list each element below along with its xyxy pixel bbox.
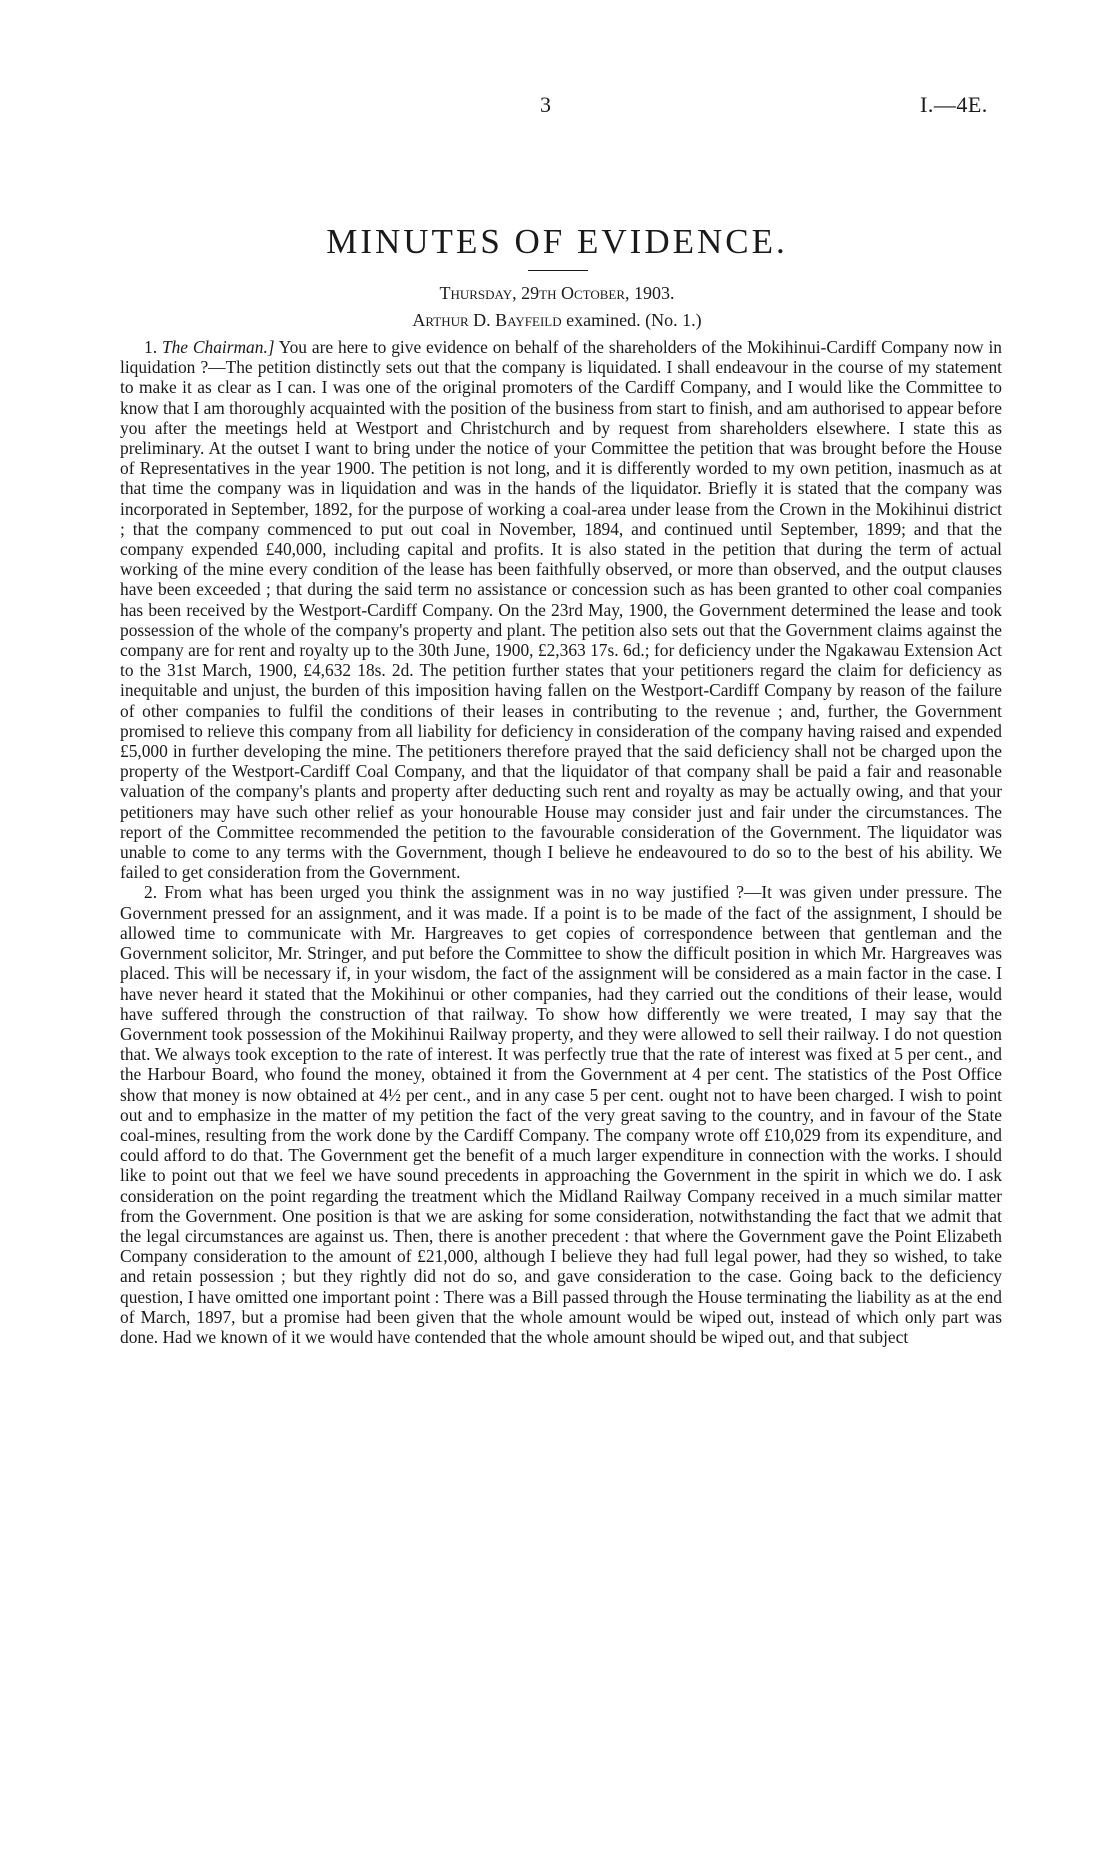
evidence-body xyxy=(120,337,1002,1347)
evidence-paragraph xyxy=(120,882,1002,1347)
page-title: MINUTES OF EVIDENCE. xyxy=(326,222,788,261)
witness-name: Arthur D. Bayfeild xyxy=(412,310,562,330)
page-number: 3 xyxy=(540,92,551,117)
date-line: Thursday, 29th October, 1903. xyxy=(439,283,675,303)
title-divider xyxy=(528,270,588,271)
paragraph-text: From what has been urged you think the assignment was in no way justified ?—It was given under pressure. The Government pressed for an assignment, and it was made. If a point is to be made of the fact of the assignment, I should be allowed time to communicate with Mr. Hargreaves to get copies of correspondence between that gentleman and the Government solicitor, Mr. Stringer, and put before the Committee to show the difficult position in which Mr. Hargreaves was placed. This will be necessary if, in your wisdom, the fact of the assignment will be considered as a main factor in the case. I have never heard it stated that the Mokihinui or other companies, had they carried out the conditions of their lease, would have suffered through the construction of that railway. To show how differently we were treated, I may say that the Government took possession of the Mokihinui Railway property, and they were allowed to sell their railway. I do not question that. We always took exception to the rate of interest. It was perfectly true that the rate of interest was fixed at 5 per cent., and the Harbour Board, who found the money, obtained it from the Government at 4 per cent. The statistics of the Post Office show that money is now obtained at 4½ per cent., and in any case 5 per cent. ought not to have been charged. I wish to point out and to emphasize in the matter of my petition the fact of the very great saving to the country, and in favour of the State coal-mines, resulting from the work done by the Cardiff Company. The company wrote off £10,029 from its expenditure, and could afford to do that. The Government get the benefit of a much larger expenditure in connection with the works. I should like to point out that we feel we have sound precedents in approaching the Government in the spirit in which we do. I ask consideration on the point regarding the treatment which the Midland Railway Company received in a much similar matter from the Government. One position is that we are asking for some consideration, notwithstanding the fact that we admit that the legal circumstances are against us. Then, there is another precedent : that where the Government gave the Point Elizabeth Company consideration to the amount of £21,000, although I believe they had full legal power, had they so wished, to take and retain possession ; but they rightly did not do so, and gave consideration to the case. Going back to the deficiency question, I have omitted one important point : There was a Bill passed through the House terminating the liability as at the end of March, 1897, but a promise had been given that the whole amount would be wiped out, instead of which only part was done. Had we known of it we would have contended that the whole amount should be wiped out, and that subject xyxy=(120,882,1002,1347)
question-number: 1. xyxy=(144,337,158,357)
speaker-label: The Chairman.] xyxy=(161,337,275,357)
paragraph-text: You are here to give evidence on behalf of the shareholders of the Mokihinui-Cardiff Company now in liquidation ?—The petition distinctly sets out that the company is liquidated. I shall endeavour in the course of my statement to make it as clear as I can. I was one of the original promoters of the Cardiff Company, and I would like the Committee to know that I am thoroughly acquainted with the position of the business from start to finish, and am authorised to appear before you after the meetings held at Westport and Christchurch and by request from shareholders elsewhere. I state this as preliminary. At the outset I want to bring under the notice of your Committee the petition that was brought before the House of Representatives in the year 1900. The petition is not long, and it is differently worded to my own petition, inasmuch as at that time the company was in liquidation and was in the hands of the liquidator. Briefly it is stated that the company was incorporated in September, 1892, for the purpose of working a coal-area under lease from the Crown in the Mokihinui district ; that the company commenced to put out coal in November, 1894, and continued until September, 1899; and that the company expended £40,000, including capital and profits. It is also stated in the petition that during the term of actual working of the mine every condition of the lease has been faithfully observed, or more than observed, and the output clauses have been exceeded ; that during the said term no assistance or concession such as has been granted to other coal companies has been received by the Westport-Cardiff Company. On the 23rd May, 1900, the Government determined the lease and took possession of the whole of the company's property and plant. The petition also sets out that the Government claims against the company are for rent and royalty up to the 30th June, 1900, £2,363 17s. 6d.; for deficiency under the Ngakawau Extension Act to the 31st March, 1900, £4,632 18s. 2d. The petition further states that your petitioners regard the claim for deficiency as inequitable and unjust, the burden of this imposition having fallen on the Westport-Cardiff Company by reason of the failure of other companies to fulfil the conditions of their leases in contributing to the revenue ; and, further, the Government promised to relieve this company from all liability for deficiency in consideration of the company having raised and expended £5,000 in further developing the mine. The petitioners therefore prayed that the said deficiency shall not be charged upon the property of the Westport-Cardiff Coal Company, and that the liquidator of that company shall be paid a fair and reasonable valuation of the company's plants and property after deducting such rent and royalty as may be actually owing, and that your petitioners may have such other relief as your honourable House may consider just and fair under the circumstances. The report of the Committee recommended the petition to the favourable consideration of the Government. The liquidator was unable to come to any terms with the Government, though I believe he endeavoured to do so to the best of his ability. We failed to get consideration from the Government. xyxy=(120,337,1002,883)
witness-line xyxy=(0,310,1114,331)
witness-suffix: examined. (No. 1.) xyxy=(566,310,702,330)
question-number: 2. xyxy=(144,882,158,903)
page-reference: I.—4E. xyxy=(920,92,988,117)
evidence-paragraph xyxy=(120,337,1002,882)
